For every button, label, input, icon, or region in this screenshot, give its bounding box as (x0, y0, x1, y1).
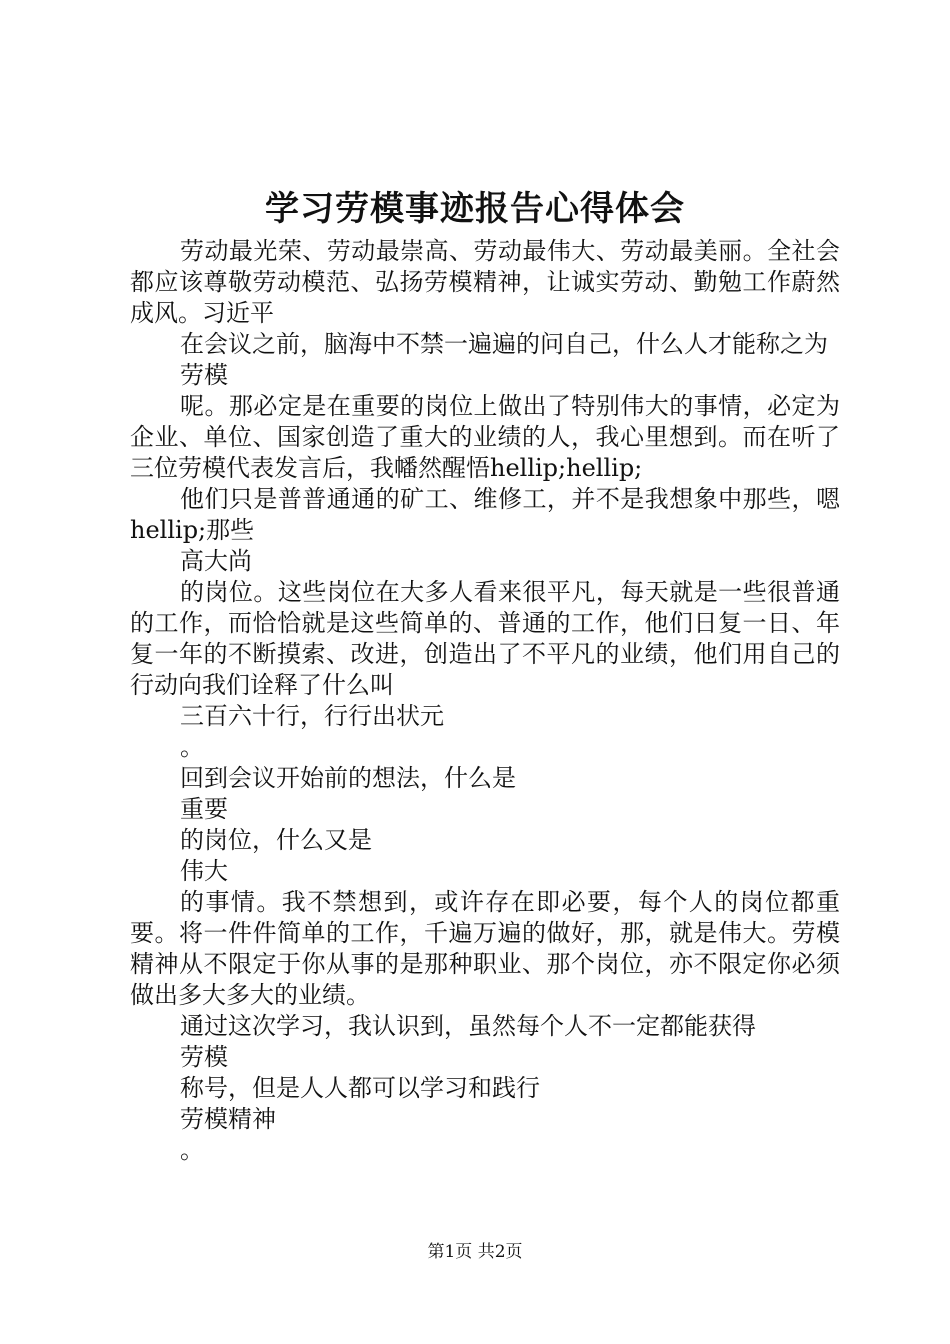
paragraph-12: 的岗位，什么又是 (180, 826, 372, 854)
paragraph-5: 他们只是普普通通的矿工、维修工，并不是我想象中那些，嗯hellip;那些 (130, 485, 840, 544)
page-footer: 第1页 共2页 (427, 1242, 523, 1262)
paragraph-15: 通过这次学习，我认识到，虽然每个人不一定都能获得 (180, 1012, 756, 1040)
document-title: 学习劳模事迹报告心得体会 (265, 189, 685, 229)
paragraph-8: 三百六十行，行行出状元 (180, 702, 444, 730)
paragraph-10: 回到会议开始前的想法，什么是 (180, 764, 516, 792)
paragraph-18: 劳模精神 (180, 1105, 276, 1133)
paragraph-6: 高大尚 (180, 547, 252, 575)
paragraph-19: 。 (180, 1136, 204, 1164)
paragraph-2: 在会议之前，脑海中不禁一遍遍的问自己，什么人才能称之为 (180, 330, 828, 358)
document-body (130, 236, 840, 1166)
paragraph-1: 劳动最光荣、劳动最崇高、劳动最伟大、劳动最美丽。全社会都应该尊敬劳动模范、弘扬劳模精神，让诚实劳动、勤勉工作蔚然成风。习近平 (130, 237, 840, 327)
paragraph-11: 重要 (180, 795, 228, 823)
paragraph-7: 的岗位。这些岗位在大多人看来很平凡，每天就是一些很普通的工作，而恰恰就是这些简单的、普通的工作，他们日复一日、年复一年的不断摸索、改进，创造出了不平凡的业绩，他们用自己的行动向我们诠释了什么叫 (130, 578, 840, 699)
paragraph-9: 。 (180, 733, 204, 761)
paragraph-17: 称号，但是人人都可以学习和践行 (180, 1074, 540, 1102)
paragraph-16: 劳模 (180, 1043, 228, 1071)
paragraph-13: 伟大 (180, 857, 228, 885)
paragraph-3: 劳模 (180, 361, 228, 389)
paragraph-4: 呢。那必定是在重要的岗位上做出了特别伟大的事情，必定为企业、单位、国家创造了重大的业绩的人，我心里想到。而在听了三位劳模代表发言后，我幡然醒悟hellip;hellip; (130, 392, 840, 482)
paragraph-14: 的事情。我不禁想到，或许存在即必要，每个人的岗位都重要。将一件件简单的工作，千遍万遍的做好，那，就是伟大。劳模精神从不限定于你从事的是那种职业、那个岗位，亦不限定你必须做出多大多大的业绩。 (130, 888, 840, 1009)
